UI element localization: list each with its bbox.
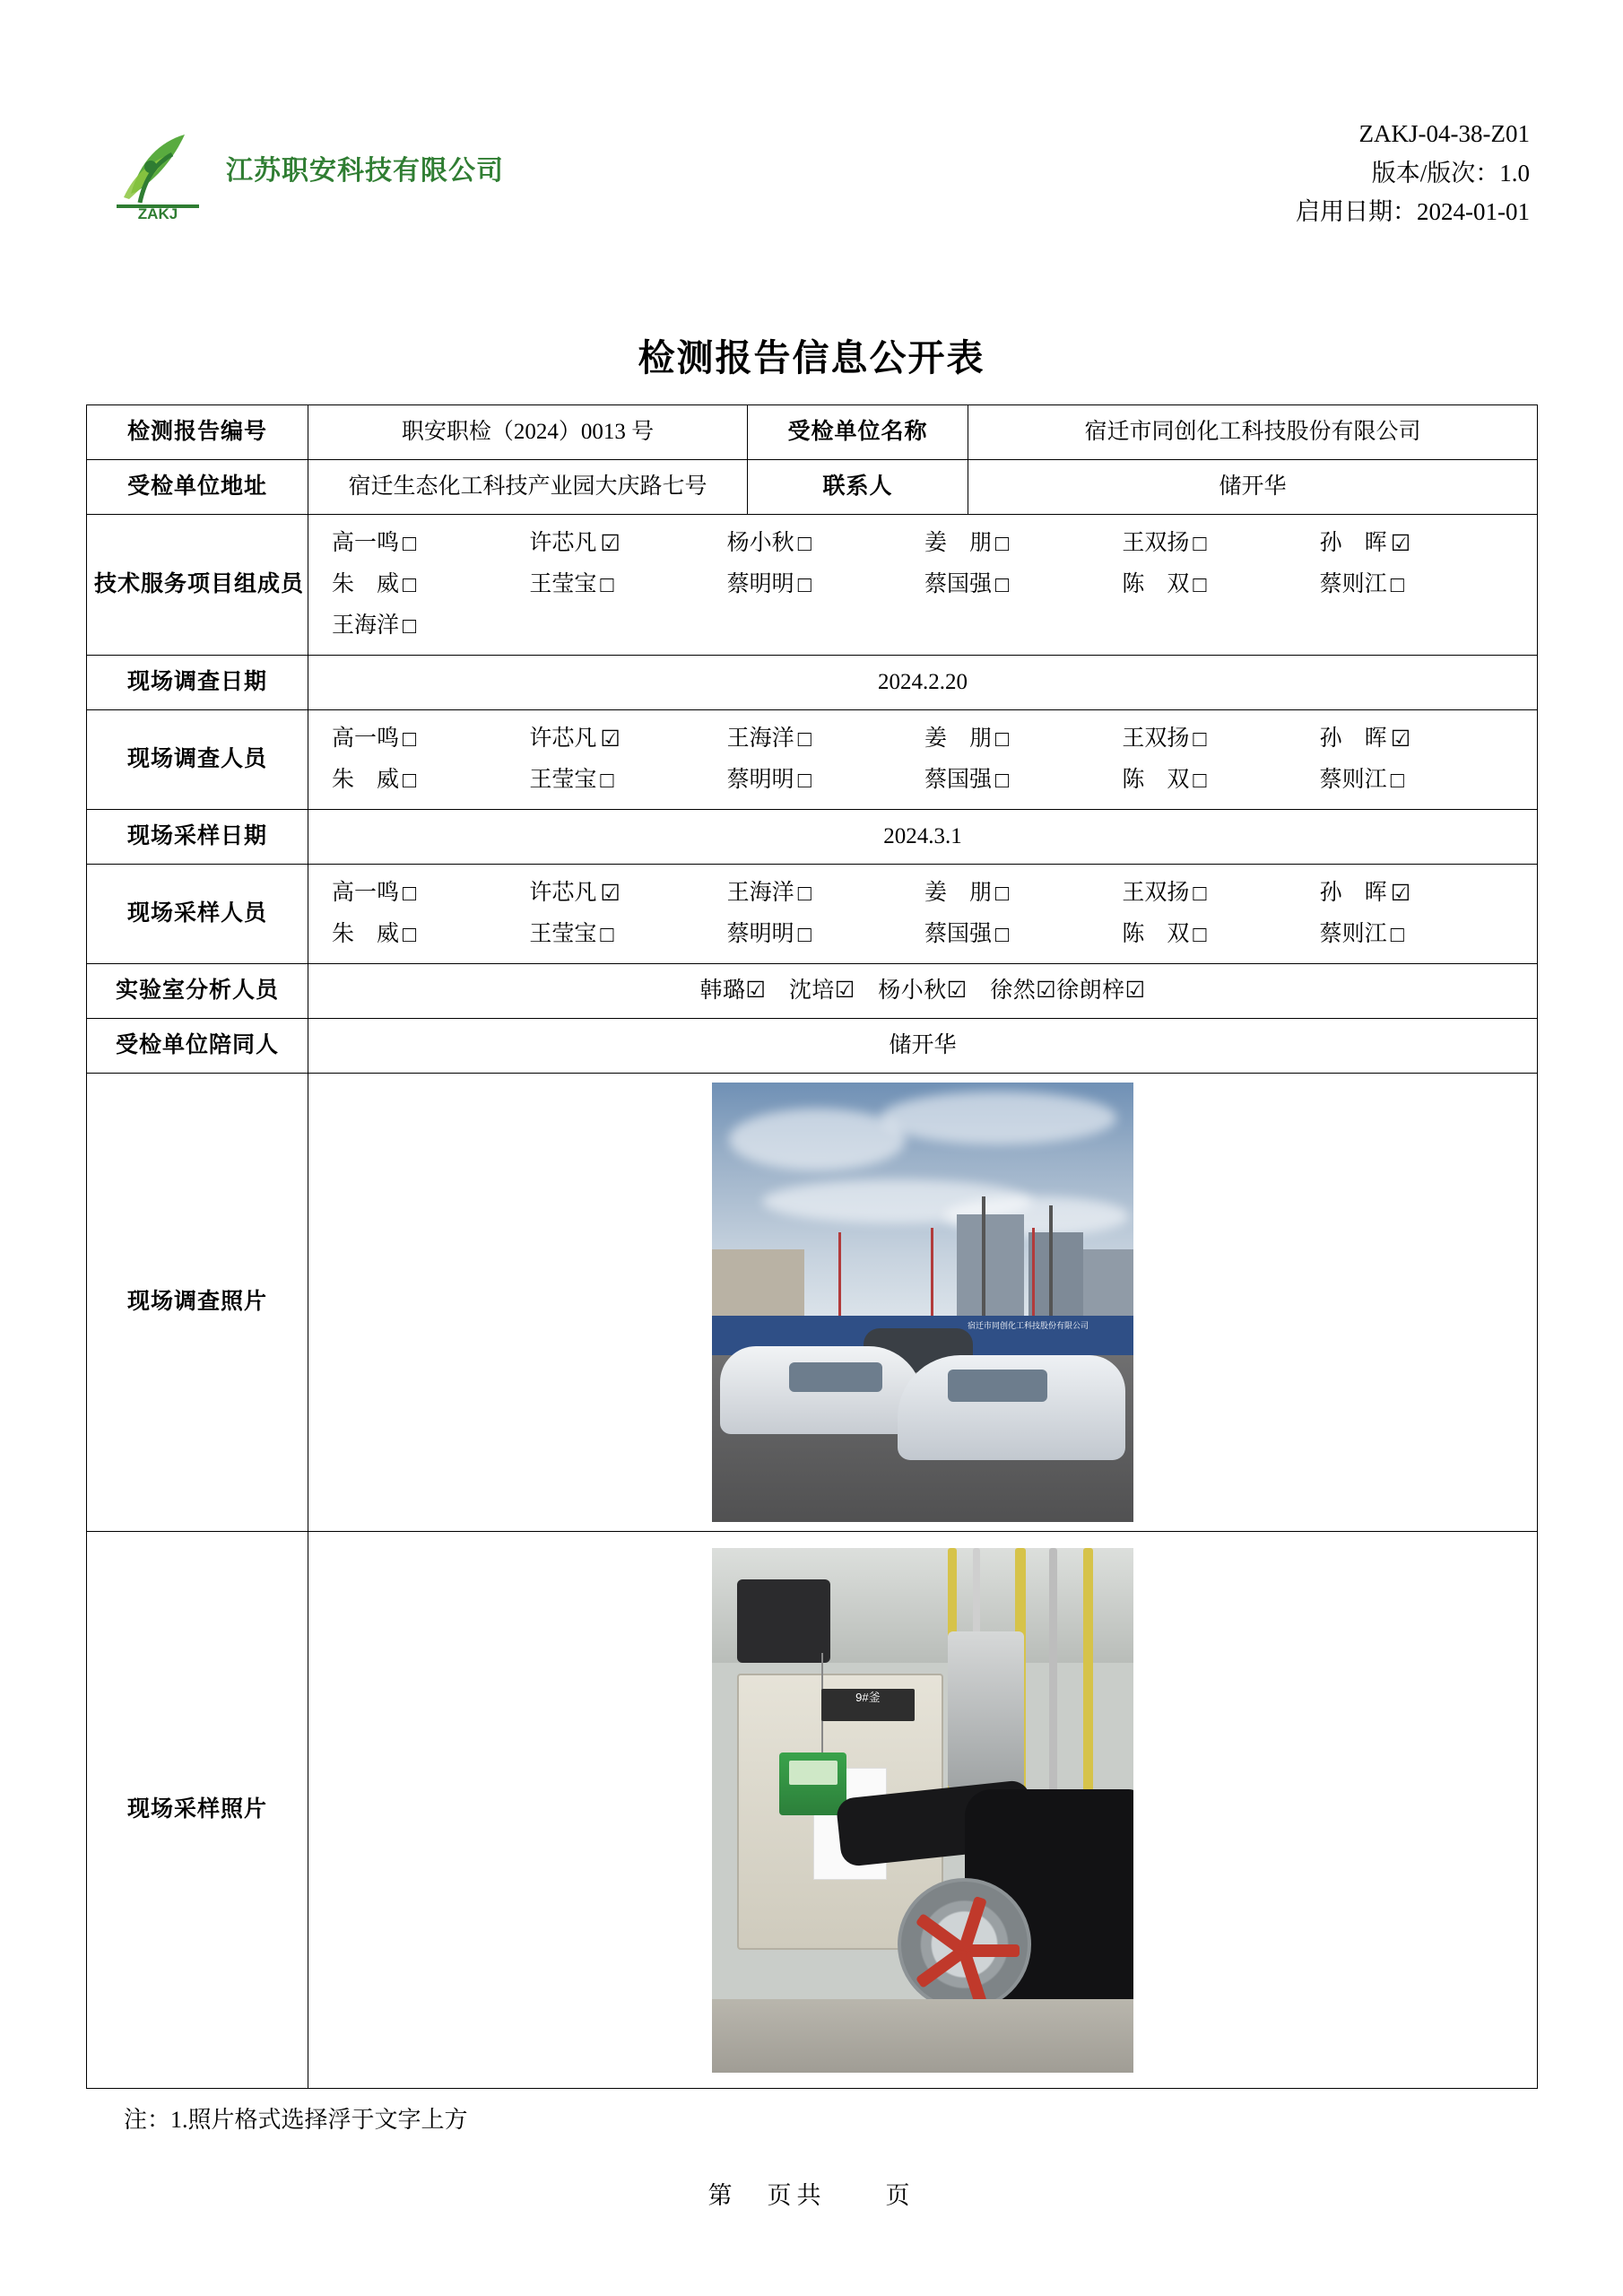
survey-staff-cell — [308, 710, 1538, 810]
checkbox-unchecked-icon[interactable]: □ — [403, 726, 417, 752]
photo-cloud — [881, 1091, 1116, 1144]
survey-staff-item — [332, 721, 529, 757]
checkbox-unchecked-icon[interactable]: □ — [1193, 768, 1207, 793]
checkbox-checked-icon[interactable]: ☑ — [600, 726, 621, 752]
checkbox-checked-icon[interactable]: ☑ — [1390, 726, 1411, 752]
sampling-staff-name: 蔡国强 — [924, 922, 993, 946]
contact-value: 储开华 — [968, 460, 1538, 515]
team-member-name: 高一鸣 — [332, 531, 400, 555]
survey-staff-item — [1320, 762, 1517, 798]
team-members-cell — [308, 515, 1538, 656]
report-no-value: 职安职检（2024）0013 号 — [308, 405, 748, 460]
survey-staff-name: 许芯凡 — [529, 726, 597, 751]
checkbox-unchecked-icon[interactable]: □ — [403, 881, 417, 906]
checkbox-unchecked-icon[interactable]: □ — [1390, 768, 1404, 793]
photo-flagpole — [838, 1232, 841, 1320]
team-member-name: 许芯凡 — [529, 531, 597, 555]
report-info-table — [86, 404, 1538, 2089]
photo-car-window — [948, 1370, 1048, 1401]
sampling-site-photo — [712, 1548, 1133, 2073]
survey-staff-item — [727, 721, 924, 757]
team-member-item — [727, 567, 924, 603]
photo-car-right — [898, 1355, 1125, 1461]
photo-tower — [1049, 1205, 1053, 1319]
document-effective-date: 启用日期：2024-01-01 — [1296, 198, 1530, 226]
sampling-staff-item — [924, 917, 1122, 952]
survey-staff-item — [1320, 721, 1517, 757]
sampling-staff-item — [1320, 875, 1517, 911]
sampling-staff-item — [727, 917, 924, 952]
photo-wall-text: 宿迁市同创化工科技股份有限公司 — [967, 1321, 1089, 1331]
checkbox-unchecked-icon[interactable]: □ — [1193, 881, 1207, 906]
checkbox-unchecked-icon[interactable]: □ — [797, 768, 812, 793]
photo-cloud — [729, 1109, 906, 1170]
photo-building — [1028, 1232, 1083, 1320]
table-note: 注：1.照片格式选择浮于文字上方 — [124, 2107, 468, 2133]
team-member-name: 王莹宝 — [529, 572, 597, 596]
sampling-staff-name: 姜 朋 — [924, 881, 993, 905]
survey-staff-name: 姜 朋 — [924, 726, 993, 751]
survey-staff-name: 蔡明明 — [726, 768, 794, 792]
table-row — [87, 865, 1538, 964]
checkbox-unchecked-icon[interactable]: □ — [797, 881, 812, 906]
sampling-staff-name: 许芯凡 — [529, 881, 597, 905]
team-member-name: 王海洋 — [332, 613, 400, 638]
photo-flagpole — [1032, 1228, 1035, 1320]
sampling-staff-name: 孙 晖 — [1319, 881, 1387, 905]
sampling-staff-item — [1122, 875, 1319, 911]
survey-photo-wrapper — [316, 1083, 1530, 1522]
lab-staff-value: 韩璐☑ 沈培☑ 杨小秋☑ 徐然☑徐朗梓☑ — [308, 964, 1538, 1019]
table-row — [87, 1532, 1538, 2089]
sampling-staff-item — [727, 875, 924, 911]
team-member-item — [1122, 526, 1319, 561]
photo-tower — [982, 1196, 985, 1319]
checkbox-unchecked-icon[interactable]: □ — [600, 572, 614, 597]
checkbox-unchecked-icon[interactable]: □ — [995, 922, 1010, 947]
photo-meter-screen — [789, 1761, 838, 1785]
photo-ventilation-fan — [898, 1878, 1031, 2011]
survey-staff-name: 王双扬 — [1122, 726, 1190, 751]
survey-staff-item — [924, 721, 1122, 757]
company-logo-icon — [104, 115, 210, 221]
survey-staff-item — [1122, 721, 1319, 757]
sampling-staff-name: 朱 威 — [332, 922, 400, 946]
checkbox-unchecked-icon[interactable]: □ — [600, 768, 614, 793]
checkbox-unchecked-icon[interactable]: □ — [403, 768, 417, 793]
page-title: 检测报告信息公开表 — [638, 337, 985, 378]
sampling-staff-name: 高一鸣 — [332, 881, 400, 905]
survey-staff-item — [332, 762, 529, 798]
checkbox-unchecked-icon[interactable]: □ — [1390, 922, 1404, 947]
sampling-staff-name: 王双扬 — [1122, 881, 1190, 905]
lab-staff-label: 实验室分析人员 — [87, 964, 308, 1019]
survey-staff-name: 陈 双 — [1122, 768, 1190, 792]
sampling-staff-item — [1122, 917, 1319, 952]
team-member-name: 王双扬 — [1122, 531, 1190, 555]
sampling-staff-grid — [316, 874, 1530, 954]
checkbox-unchecked-icon[interactable]: □ — [797, 531, 812, 556]
checkbox-unchecked-icon[interactable]: □ — [995, 768, 1010, 793]
survey-site-photo — [712, 1083, 1133, 1522]
team-member-name: 杨小秋 — [726, 531, 794, 555]
table-row — [87, 405, 1538, 460]
sampling-photo-wrapper — [316, 1548, 1530, 2073]
checkbox-unchecked-icon[interactable]: □ — [403, 613, 417, 639]
team-member-item — [332, 608, 529, 644]
sampling-date-label: 现场采样日期 — [87, 810, 308, 865]
survey-staff-name: 蔡国强 — [924, 768, 993, 792]
checkbox-unchecked-icon[interactable]: □ — [1193, 572, 1207, 597]
document-version: 版本/版次：1.0 — [1371, 159, 1530, 187]
contact-label: 联系人 — [748, 460, 968, 515]
photo-floor — [712, 1999, 1133, 2073]
checkbox-unchecked-icon[interactable]: □ — [995, 881, 1010, 906]
sampling-date-value: 2024.3.1 — [308, 810, 1538, 865]
photo-building — [1083, 1249, 1133, 1319]
checkbox-unchecked-icon[interactable]: □ — [403, 922, 417, 947]
survey-photo-cell — [308, 1074, 1538, 1532]
survey-staff-name: 孙 晖 — [1319, 726, 1387, 751]
checkbox-checked-icon[interactable]: ☑ — [1390, 531, 1411, 556]
team-member-item — [727, 526, 924, 561]
team-member-name: 朱 威 — [332, 572, 400, 596]
svg-text:ZAKJ: ZAKJ — [137, 205, 178, 221]
team-member-item — [1320, 567, 1517, 603]
survey-staff-name: 王莹宝 — [529, 768, 597, 792]
team-member-item — [1122, 567, 1319, 603]
team-member-name: 陈 双 — [1122, 572, 1190, 596]
photo-fan-blade — [964, 1944, 1020, 1957]
table-row — [87, 656, 1538, 710]
survey-staff-label: 现场调查人员 — [87, 710, 308, 810]
checkbox-unchecked-icon[interactable]: □ — [797, 922, 812, 947]
page-header — [86, 0, 1537, 226]
sampling-photo-cell — [308, 1532, 1538, 2089]
team-member-name: 蔡明明 — [726, 572, 794, 596]
checkbox-unchecked-icon[interactable]: □ — [600, 922, 614, 947]
table-row — [87, 460, 1538, 515]
photo-car-window — [789, 1362, 882, 1392]
table-row — [87, 710, 1538, 810]
team-members-grid — [316, 524, 1530, 646]
checkbox-checked-icon[interactable]: ☑ — [600, 881, 621, 906]
checkbox-unchecked-icon[interactable]: □ — [995, 726, 1010, 752]
photo-building — [957, 1214, 1024, 1320]
escort-label: 受检单位陪同人 — [87, 1019, 308, 1074]
survey-staff-item — [727, 762, 924, 798]
company-name: 江苏职安科技有限公司 — [226, 156, 504, 186]
sampling-staff-item — [332, 917, 529, 952]
company-brand — [104, 115, 504, 221]
sampling-staff-item — [529, 917, 726, 952]
table-row — [87, 1074, 1538, 1532]
client-name-value: 宿迁市同创化工科技股份有限公司 — [968, 405, 1538, 460]
survey-staff-item — [529, 762, 726, 798]
survey-staff-item — [924, 762, 1122, 798]
table-row — [87, 1019, 1538, 1074]
photo-duct — [737, 1579, 829, 1664]
document-meta — [1296, 115, 1530, 232]
survey-staff-item — [529, 721, 726, 757]
survey-staff-name: 王海洋 — [726, 726, 794, 751]
checkbox-checked-icon[interactable]: ☑ — [600, 531, 621, 556]
photo-building — [712, 1249, 804, 1324]
client-address-value: 宿迁生态化工科技产业园大庆路七号 — [308, 460, 748, 515]
sampling-staff-item — [924, 875, 1122, 911]
sampling-staff-item — [1320, 917, 1517, 952]
team-label: 技术服务项目组成员 — [87, 515, 308, 656]
table-row — [87, 810, 1538, 865]
report-no-label: 检测报告编号 — [87, 405, 308, 460]
checkbox-unchecked-icon[interactable]: □ — [1193, 726, 1207, 752]
team-member-item — [332, 526, 529, 561]
escort-value: 储开华 — [308, 1019, 1538, 1074]
team-member-name: 蔡则江 — [1319, 572, 1387, 596]
checkbox-unchecked-icon[interactable]: □ — [403, 531, 417, 556]
client-name-label: 受检单位名称 — [748, 405, 968, 460]
sampling-staff-item — [529, 875, 726, 911]
sampling-staff-label: 现场采样人员 — [87, 865, 308, 964]
sampling-staff-cell — [308, 865, 1538, 964]
sampling-staff-name: 蔡明明 — [726, 922, 794, 946]
checkbox-unchecked-icon[interactable]: □ — [1193, 922, 1207, 947]
checkbox-unchecked-icon[interactable]: □ — [1390, 572, 1404, 597]
checkbox-unchecked-icon[interactable]: □ — [403, 572, 417, 597]
client-address-label: 受检单位地址 — [87, 460, 308, 515]
document-number: ZAKJ-04-38-Z01 — [1358, 120, 1530, 147]
survey-staff-name: 朱 威 — [332, 768, 400, 792]
page-footer: 第 页共 页 — [707, 2182, 916, 2209]
team-member-item — [924, 567, 1122, 603]
team-member-name: 孙 晖 — [1319, 531, 1387, 555]
checkbox-unchecked-icon[interactable]: □ — [1193, 531, 1207, 556]
photo-car-left — [720, 1346, 923, 1434]
sampling-staff-item — [332, 875, 529, 911]
survey-staff-grid — [316, 719, 1530, 800]
survey-photo-label: 现场调查照片 — [87, 1074, 308, 1532]
team-member-name: 蔡国强 — [924, 572, 993, 596]
checkbox-unchecked-icon[interactable]: □ — [995, 531, 1010, 556]
team-member-item — [1320, 526, 1517, 561]
survey-staff-name: 高一鸣 — [332, 726, 400, 751]
photo-equipment-tag: 9#釜 — [821, 1689, 914, 1720]
checkbox-unchecked-icon[interactable]: □ — [797, 572, 812, 597]
survey-date-value: 2024.2.20 — [308, 656, 1538, 710]
sampling-staff-name: 陈 双 — [1122, 922, 1190, 946]
photo-flagpole — [931, 1228, 933, 1320]
team-member-item — [332, 567, 529, 603]
photo-reactor-vessel — [948, 1631, 1024, 1789]
sampling-staff-name: 王莹宝 — [529, 922, 597, 946]
table-row — [87, 515, 1538, 656]
team-member-name: 姜 朋 — [924, 531, 993, 555]
survey-staff-name: 蔡则江 — [1319, 768, 1387, 792]
photo-handheld-meter — [779, 1752, 846, 1815]
survey-date-label: 现场调查日期 — [87, 656, 308, 710]
checkbox-checked-icon[interactable]: ☑ — [1390, 881, 1411, 906]
team-member-item — [529, 526, 726, 561]
sampling-photo-label: 现场采样照片 — [87, 1532, 308, 2089]
team-member-item — [529, 567, 726, 603]
sampling-staff-name: 王海洋 — [726, 881, 794, 905]
survey-staff-item — [1122, 762, 1319, 798]
checkbox-unchecked-icon[interactable]: □ — [995, 572, 1010, 597]
checkbox-unchecked-icon[interactable]: □ — [797, 726, 812, 752]
table-row — [87, 964, 1538, 1019]
sampling-staff-name: 蔡则江 — [1319, 922, 1387, 946]
team-member-item — [924, 526, 1122, 561]
